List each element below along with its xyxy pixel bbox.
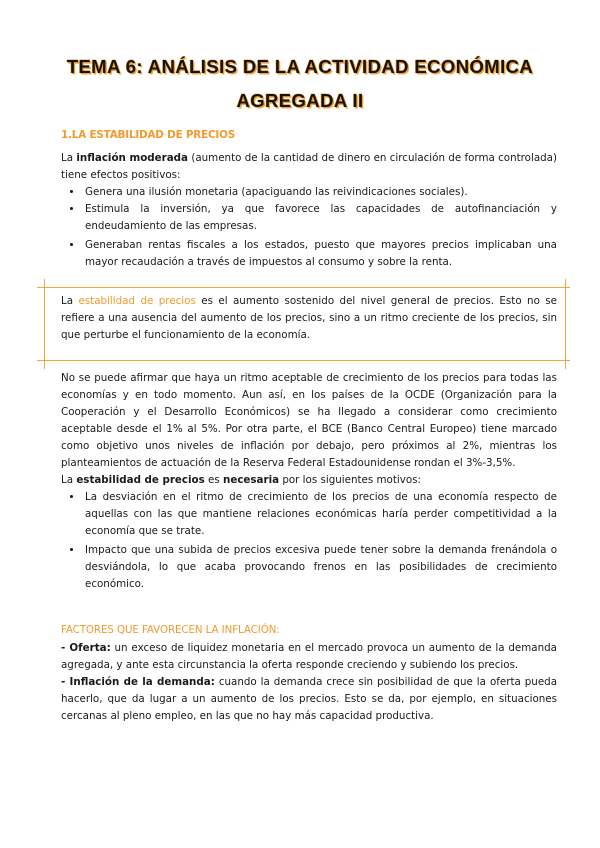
- list-item: • Generaban rentas fiscales a los estados, puesto que mayores precios implicaban una mayor recaudación a través de impuestos al consumo y sobre la renta.: [83, 237, 557, 271]
- page-title-line1: TEMA 6: ANÁLISIS DE LA ACTIVIDAD ECONÓMICA: [66, 56, 534, 77]
- list-item: • La desviación en el ritmo de crecimiento de los precios de una economía respecto de aquellas con las que mantiene relaciones económicas haría perder competitividad a la economía que se trate.: [83, 489, 557, 540]
- definition-box: La estabilidad de precios es el aumento sostenido del nivel general de precios. Esto no se refiere a una ausencia del aumento de los precios, sino a un ritmo creciente de los precios, sin que perturbe el funcionamiento de la economía.: [61, 295, 558, 341]
- list-item: • Estimula la inversión, ya que favorece las capacidades de autofinanciación y endeudamiento de las empresas.: [83, 201, 557, 235]
- motives-list: [61, 489, 557, 593]
- section1-body: [61, 150, 557, 271]
- factor-oferta: - Oferta: un exceso de liquidez monetaria en el mercado provoca un aumento de la demanda agregada, y ante esta circunstancia la oferta responde creciendo y subiendo los precios.: [61, 642, 557, 671]
- box-bottom-line: [37, 360, 570, 361]
- motives-intro: La estabilidad de precios es necesaria por los siguientes motivos:: [61, 474, 421, 486]
- inflation-intro: La inflación moderada (aumento de la cantidad de dinero en circulación de forma controlada) tiene efectos positivos:: [61, 152, 557, 181]
- factors-heading: FACTORES QUE FAVORECEN LA INFLACIÓN:: [61, 624, 280, 636]
- section2-body: [61, 370, 557, 593]
- list-item: • Impacto que una subida de precios excesiva puede tener sobre la demanda frenándola o desviándola, lo que acaba provocando frenos en las posibilidades de crecimiento económico.: [83, 542, 557, 593]
- inflation-moderada-term: inflación moderada: [76, 152, 188, 164]
- box-left-line: [44, 279, 45, 369]
- list-item: • Genera una ilusión monetaria (apaciguando las reivindicaciones sociales).: [83, 184, 557, 201]
- stability-term: estabilidad de precios: [78, 295, 196, 307]
- section-heading-stability: 1.LA ESTABILIDAD DE PRECIOS: [61, 129, 236, 141]
- box-top-line: [37, 287, 570, 288]
- page-title-line2: AGREGADA II: [236, 90, 364, 111]
- ocde-paragraph: No se puede afirmar que haya un ritmo aceptable de crecimiento de los precios para todas las economías y en todo momento. Aun así, en los países de la OCDE (Organización para la Cooperación y el Desarrollo Económicos) se ha llegado a considerar como crecimiento aceptable desde el 1% al 5%. Por otra parte, el BCE (Banco Central Europeo) tiene marcado como objetivo unos niveles de inflación por debajo, pero próximos al 2%, mientras los planteamientos de actuación de la Reserva Federal Estadounidense rondan el 3%-3,5%.: [61, 372, 557, 469]
- positive-effects-list: [61, 184, 557, 271]
- box-right-line: [565, 279, 566, 369]
- factors-body: [61, 640, 557, 725]
- factor-demanda: - Inflación de la demanda: cuando la demanda crece sin posibilidad de que la oferta pueda hacerlo, que da lugar a un aumento de los precios. Esto se da, por ejemplo, en situaciones cercanas al pleno empleo, en las que no hay más capacidad productiva.: [61, 676, 558, 722]
- page-title: [0, 50, 600, 118]
